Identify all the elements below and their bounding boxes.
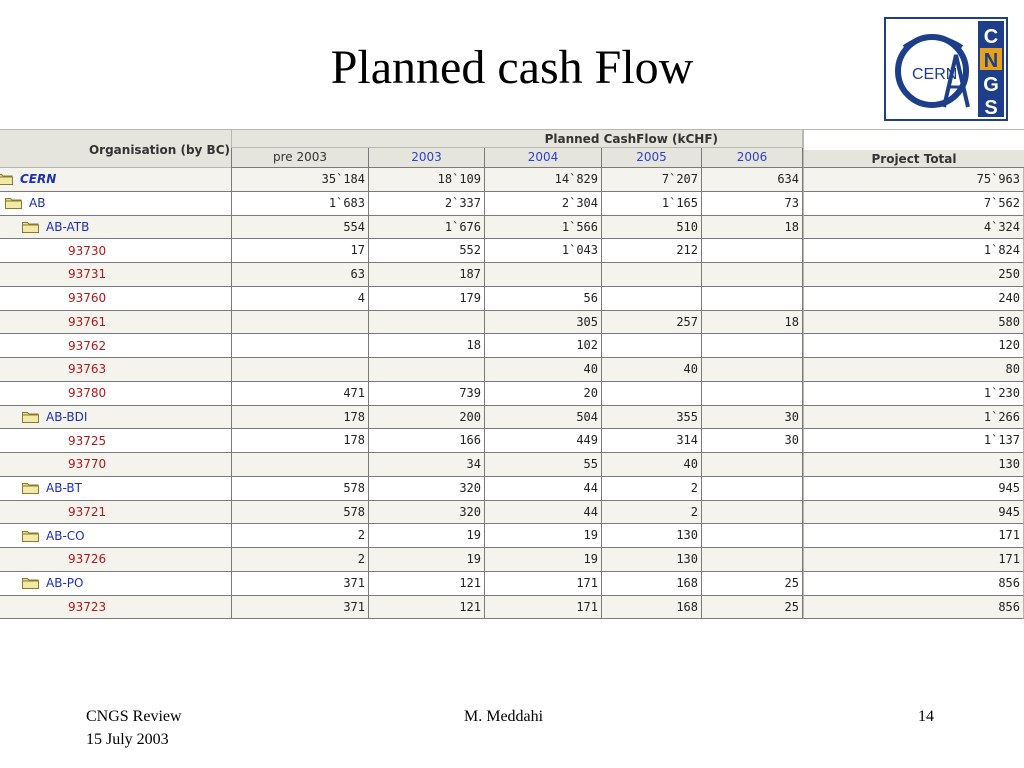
cashflow-cell (702, 263, 803, 286)
cashflow-cell: 178 (231, 429, 369, 452)
cashflow-cell (231, 358, 369, 381)
org-row[interactable] (0, 406, 232, 430)
org-row[interactable] (0, 192, 232, 216)
cashflow-cell: 371 (231, 596, 369, 619)
cashflow-row (231, 216, 803, 240)
cashflow-cell: 19 (369, 548, 485, 571)
cashflow-cell: 44 (485, 477, 602, 500)
org-label[interactable]: 93760 (68, 291, 107, 306)
svg-text:CERN: CERN (912, 66, 958, 83)
project-total-cell: 580 (803, 311, 1024, 335)
cashflow-cell: 18 (369, 334, 485, 357)
org-row[interactable] (0, 382, 232, 406)
cashflow-cell: 2 (231, 524, 369, 547)
cashflow-cell: 2 (602, 501, 702, 524)
org-label[interactable]: CERN (20, 172, 57, 187)
cashflow-cell: 504 (485, 406, 602, 429)
cashflow-row (231, 524, 803, 548)
cashflow-cell: 1`676 (369, 216, 485, 239)
year-header-2004[interactable]: 2004 (485, 148, 602, 167)
slide-title: Planned cash Flow (330, 41, 694, 94)
cashflow-cell (231, 334, 369, 357)
cashflow-cell: 552 (369, 239, 485, 262)
cashflow-cell (702, 477, 803, 500)
cashflow-cell: 166 (369, 429, 485, 452)
project-total-cell: 856 (803, 596, 1024, 620)
cashflow-cell (602, 263, 702, 286)
footer-date: 15 July 2003 (86, 731, 169, 748)
cashflow-cell (702, 501, 803, 524)
cashflow-row (231, 263, 803, 287)
org-row[interactable] (0, 453, 232, 477)
footer-author: M. Meddahi (464, 708, 544, 725)
project-total-cell: 171 (803, 548, 1024, 572)
project-total-cell: 1`824 (803, 239, 1024, 263)
project-total-cell: 856 (803, 572, 1024, 596)
project-total-cell: 75`963 (803, 168, 1024, 192)
project-total-cell: 1`266 (803, 406, 1024, 430)
project-total-cell: 250 (803, 263, 1024, 287)
cashflow-cell: 18 (702, 216, 803, 239)
cashflow-cell (702, 334, 803, 357)
cashflow-cell: 634 (702, 168, 803, 191)
cashflow-cell: 578 (231, 477, 369, 500)
year-header-2005[interactable]: 2005 (602, 148, 702, 167)
cashflow-cell: 40 (602, 358, 702, 381)
cashflow-row (231, 358, 803, 382)
project-total-cell: 1`137 (803, 429, 1024, 453)
cashflow-cell: 44 (485, 501, 602, 524)
project-total-cell: 945 (803, 477, 1024, 501)
project-total-cell: 1`230 (803, 382, 1024, 406)
org-label[interactable]: 93726 (68, 552, 107, 567)
cashflow-cell: 2`304 (485, 192, 602, 215)
cashflow-cell: 178 (231, 406, 369, 429)
cashflow-cell (485, 263, 602, 286)
org-row[interactable] (0, 524, 232, 548)
cashflow-cell (602, 287, 702, 310)
cashflow-row (231, 406, 803, 430)
cashflow-cell: 1`043 (485, 239, 602, 262)
cashflow-cell (602, 382, 702, 405)
cashflow-cell: 40 (602, 453, 702, 476)
cashflow-cell: 371 (231, 572, 369, 595)
cashflow-cell: 20 (485, 382, 602, 405)
cashflow-cell: 130 (602, 548, 702, 571)
cashflow-cell: 168 (602, 572, 702, 595)
folder-icon (0, 173, 13, 185)
cashflow-cell: 121 (369, 596, 485, 619)
cashflow-cell: 35`184 (231, 168, 369, 191)
year-header-pre2003: pre 2003 (231, 148, 369, 167)
cashflow-cell: 578 (231, 501, 369, 524)
cashflow-cell: 63 (231, 263, 369, 286)
org-row[interactable] (0, 501, 232, 525)
folder-icon (22, 530, 39, 542)
cashflow-cell: 449 (485, 429, 602, 452)
cashflow-cell: 40 (485, 358, 602, 381)
svg-text:G: G (983, 74, 999, 96)
cashflow-cell: 171 (485, 572, 602, 595)
org-label[interactable]: 93721 (68, 504, 107, 519)
org-label[interactable]: 93731 (68, 267, 107, 282)
folder-icon (22, 577, 39, 589)
cashflow-row (231, 334, 803, 358)
cashflow-cell: 30 (702, 406, 803, 429)
cashflow-cell: 171 (485, 596, 602, 619)
cashflow-cell: 25 (702, 572, 803, 595)
cashflow-cell: 554 (231, 216, 369, 239)
cashflow-cell: 18 (702, 311, 803, 334)
cashflow-cell: 510 (602, 216, 702, 239)
cashflow-cell: 56 (485, 287, 602, 310)
org-label[interactable]: 93770 (68, 457, 107, 472)
cashflow-row (231, 192, 803, 216)
org-label[interactable]: AB-PO (46, 576, 84, 591)
cashflow-cell (702, 453, 803, 476)
org-row[interactable] (0, 239, 232, 263)
cashflow-row (231, 572, 803, 596)
cern-cngs-logo (884, 17, 1008, 121)
cashflow-cell: 7`207 (602, 168, 702, 191)
cashflow-row (231, 453, 803, 477)
org-label[interactable]: 93730 (68, 243, 107, 258)
cashflow-table (231, 129, 803, 619)
cashflow-cell: 121 (369, 572, 485, 595)
cashflow-cell: 257 (602, 311, 702, 334)
org-label[interactable]: 93763 (68, 362, 107, 377)
project-total-panel (803, 129, 1024, 619)
cashflow-cell (369, 358, 485, 381)
org-label[interactable]: AB-BDI (46, 409, 88, 424)
cashflow-cell: 314 (602, 429, 702, 452)
org-row[interactable] (0, 168, 232, 192)
project-total-header: Project Total (803, 150, 1024, 168)
folder-icon (22, 482, 39, 494)
org-label[interactable]: 93780 (68, 386, 107, 401)
cashflow-cell (702, 382, 803, 405)
org-row[interactable] (0, 477, 232, 501)
cashflow-row (231, 287, 803, 311)
cashflow-cell: 320 (369, 477, 485, 500)
org-row[interactable] (0, 572, 232, 596)
footer-review: CNGS Review (86, 708, 182, 725)
year-header-2006[interactable]: 2006 (702, 148, 803, 167)
org-row[interactable] (0, 596, 232, 620)
folder-icon (22, 411, 39, 423)
cashflow-cell (369, 311, 485, 334)
cashflow-row (231, 501, 803, 525)
project-total-cell: 7`562 (803, 192, 1024, 216)
cashflow-cell: 179 (369, 287, 485, 310)
cashflow-cell: 1`566 (485, 216, 602, 239)
cashflow-cell: 2 (231, 548, 369, 571)
cashflow-row (231, 596, 803, 620)
cashflow-cell: 471 (231, 382, 369, 405)
total-header-spacer (803, 129, 1024, 150)
cashflow-cell: 30 (702, 429, 803, 452)
org-row[interactable] (0, 287, 232, 311)
cashflow-cell: 17 (231, 239, 369, 262)
project-total-cell: 130 (803, 453, 1024, 477)
org-label[interactable]: 93762 (68, 338, 107, 353)
cashflow-header: Planned CashFlow (kCHF) (231, 129, 803, 148)
cashflow-row (231, 311, 803, 335)
cashflow-cell: 739 (369, 382, 485, 405)
org-label[interactable]: AB (29, 196, 46, 211)
cashflow-cell: 2`337 (369, 192, 485, 215)
org-label[interactable]: AB-CO (46, 528, 85, 543)
cashflow-cell (702, 524, 803, 547)
project-total-cell: 80 (803, 358, 1024, 382)
cashflow-cell: 212 (602, 239, 702, 262)
cashflow-cell (702, 239, 803, 262)
cashflow-cell: 1`165 (602, 192, 702, 215)
project-total-cell: 171 (803, 524, 1024, 548)
year-header-row (231, 148, 803, 168)
cashflow-cell: 102 (485, 334, 602, 357)
svg-text:C: C (983, 26, 999, 48)
org-row[interactable] (0, 548, 232, 572)
folder-icon (5, 197, 22, 209)
cashflow-cell: 168 (602, 596, 702, 619)
project-total-cell: 120 (803, 334, 1024, 358)
org-label[interactable]: AB-ATB (46, 219, 90, 234)
cashflow-cell: 4 (231, 287, 369, 310)
cashflow-cell: 14`829 (485, 168, 602, 191)
cashflow-cell: 2 (602, 477, 702, 500)
project-total-cell: 945 (803, 501, 1024, 525)
cashflow-cell (702, 548, 803, 571)
cashflow-cell: 305 (485, 311, 602, 334)
cashflow-cell (231, 311, 369, 334)
project-total-cell: 240 (803, 287, 1024, 311)
cashflow-row (231, 239, 803, 263)
organisation-panel (0, 129, 232, 619)
cashflow-cell: 19 (485, 524, 602, 547)
org-row[interactable] (0, 216, 232, 240)
cashflow-row (231, 548, 803, 572)
year-header-2003[interactable]: 2003 (369, 148, 485, 167)
cashflow-cell: 320 (369, 501, 485, 524)
cashflow-cell: 18`109 (369, 168, 485, 191)
cashflow-cell: 25 (702, 596, 803, 619)
cashflow-cell: 355 (602, 406, 702, 429)
cashflow-cell (702, 287, 803, 310)
cashflow-cell: 19 (369, 524, 485, 547)
svg-text:S: S (984, 97, 998, 119)
org-row[interactable] (0, 358, 232, 382)
folder-icon (22, 221, 39, 233)
cashflow-cell: 200 (369, 406, 485, 429)
cashflow-row (231, 477, 803, 501)
org-row[interactable] (0, 311, 232, 335)
cashflow-cell: 130 (602, 524, 702, 547)
cashflow-row (231, 382, 803, 406)
cashflow-cell (702, 358, 803, 381)
org-label[interactable]: 93723 (68, 599, 107, 614)
footer-page-number: 14 (918, 708, 934, 725)
cashflow-cell: 19 (485, 548, 602, 571)
org-label[interactable]: 93725 (68, 433, 107, 448)
org-row[interactable] (0, 263, 232, 287)
cashflow-cell: 1`683 (231, 192, 369, 215)
cashflow-cell: 34 (369, 453, 485, 476)
organisation-header: Organisation (by BC) (0, 129, 232, 168)
cashflow-cell (602, 334, 702, 357)
org-label[interactable]: AB-BT (46, 481, 82, 496)
org-row[interactable] (0, 334, 232, 358)
cashflow-cell (231, 453, 369, 476)
cashflow-cell: 73 (702, 192, 803, 215)
cashflow-cell: 187 (369, 263, 485, 286)
org-label[interactable]: 93761 (68, 314, 107, 329)
org-row[interactable] (0, 429, 232, 453)
cashflow-cell: 55 (485, 453, 602, 476)
svg-text:N: N (983, 50, 999, 72)
cashflow-row (231, 168, 803, 192)
cashflow-row (231, 429, 803, 453)
project-total-cell: 4`324 (803, 216, 1024, 240)
